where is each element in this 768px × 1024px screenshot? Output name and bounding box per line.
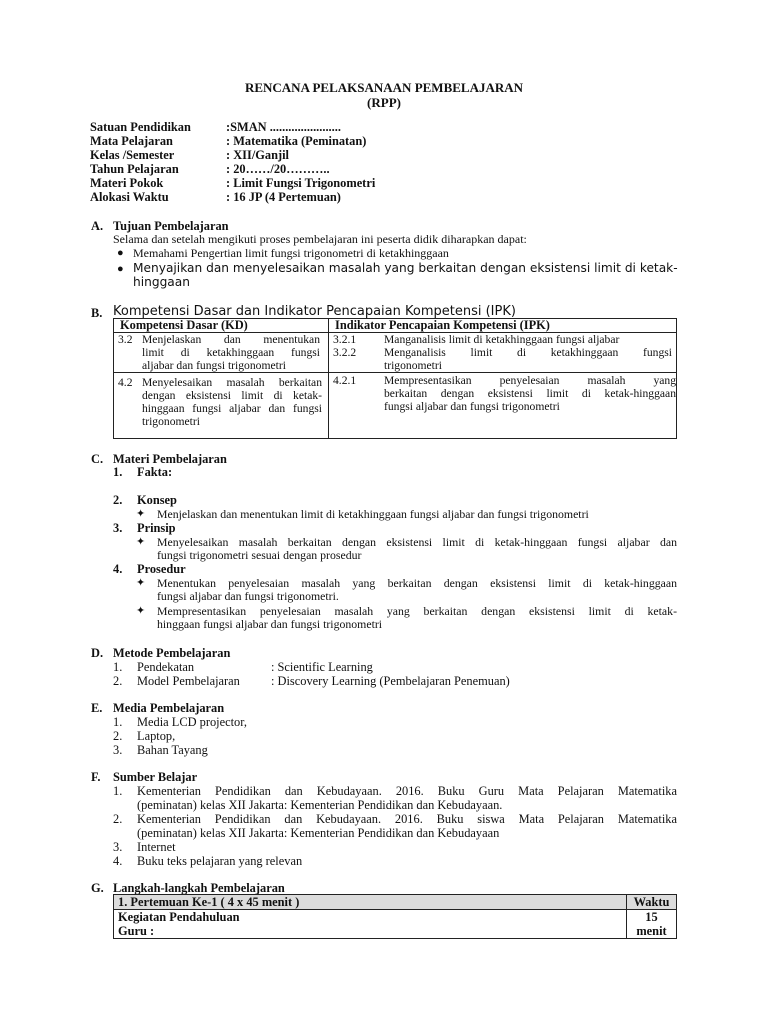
identity-label: Alokasi Waktu (90, 190, 169, 204)
ipk-text: berkaitan dengan eksistensi limit di ketak-hinggaan (384, 387, 676, 400)
activity-title: Kegiatan Pendahuluan (118, 910, 240, 924)
ipk-cell (329, 333, 677, 373)
identity-value: : Limit Fungsi Trigonometri (226, 176, 376, 190)
kd-text: Menjelaskan dan menentukan (142, 333, 320, 346)
source-item: Kementerian Pendidikan dan Kebudayaan. 2016. Buku Guru Mata Pelajaran Matematika (137, 784, 677, 798)
ipk-cell (329, 373, 677, 439)
objective-item: Memahami Pengertian limit fungsi trigonometri di ketakhinggaan (133, 246, 449, 260)
section-b-letter: B. (91, 306, 103, 320)
materi-title: Prosedur (137, 562, 186, 576)
materi-text: Menjelaskan dan menentukan limit di ketakhinggaan fungsi aljabar dan fungsi trigonometri (157, 507, 589, 521)
media-item: Bahan Tayang (137, 743, 208, 757)
kd-cell (114, 333, 329, 373)
method-label: Model Pembelajaran (137, 674, 240, 688)
identity-label: Kelas /Semester (90, 148, 175, 162)
ipk-number: 4.2.1 (333, 374, 357, 387)
source-number: 2. (113, 812, 123, 826)
bullet-icon: ● (117, 263, 124, 275)
time-cell (627, 910, 677, 939)
identity-value: : Matematika (Peminatan) (226, 134, 367, 148)
identity-value: : XII/Ganjil (226, 148, 289, 162)
identity-label: Materi Pokok (90, 176, 164, 190)
kd-text: hinggaan fungsi aljabar dan fungsi (142, 402, 322, 415)
section-c-title: Materi Pembelajaran (113, 452, 227, 466)
ipk-text: fungsi aljabar dan fungsi trigonometri (384, 400, 560, 413)
source-item: Kementerian Pendidikan dan Kebudayaan. 2016. Buku siswa Mata Pelajaran Matematika (137, 812, 677, 826)
kd-text: trigonometri (142, 415, 200, 428)
source-item: Buku teks pelajaran yang relevan (137, 854, 303, 868)
document-subtitle: (RPP) (367, 95, 401, 110)
ipk-text: Manganalisis limit di ketakhinggaan fungsi aljabar (384, 333, 620, 346)
activity-cell (114, 910, 627, 939)
objective-item-continued: hinggaan (133, 275, 190, 289)
identity-label: Mata Pelajaran (90, 134, 173, 148)
section-a-title: Tujuan Pembelajaran (113, 219, 229, 233)
section-a-intro: Selama dan setelah mengikuti proses pembelajaran ini peserta didik diharapkan dapat: (113, 232, 527, 246)
materi-title: Prinsip (137, 521, 176, 535)
media-number: 1. (113, 715, 123, 729)
section-d-title: Metode Pembelajaran (113, 646, 231, 660)
materi-number: 3. (113, 521, 123, 535)
section-d-letter: D. (91, 646, 104, 660)
materi-text: Mempresentasikan penyelesaian masalah yang berkaitan dengan eksistensi limit di ketak- (157, 604, 677, 618)
ipk-header: Indikator Pencapaian Kompetensi (IPK) (329, 319, 677, 333)
star-bullet-icon: ✦ (136, 508, 146, 520)
bullet-icon: ● (117, 247, 124, 259)
method-value: : Discovery Learning (Pembelajaran Penemuan) (271, 674, 510, 688)
kd-number: 4.2 (118, 376, 133, 389)
star-bullet-icon: ✦ (136, 605, 146, 617)
section-e-letter: E. (91, 701, 103, 715)
time-unit: menit (636, 924, 667, 938)
section-f-title: Sumber Belajar (113, 770, 198, 784)
objective-item: Menyajikan dan menyelesaikan masalah yang berkaitan dengan eksistensi limit di ketak- (133, 261, 678, 275)
media-item: Media LCD projector, (137, 715, 247, 729)
section-b-title: Kompetensi Dasar dan Indikator Pencapaian Kompetensi (IPK) (113, 304, 516, 319)
ipk-text: Menganalisis limit di ketakhinggaan fungsi (384, 346, 672, 359)
kd-number: 3.2 (118, 333, 133, 346)
source-number: 4. (113, 854, 123, 868)
ipk-number: 3.2.1 (333, 333, 357, 346)
identity-label: Satuan Pendidikan (90, 120, 191, 134)
kd-text: aljabar dan fungsi trigonometri (142, 359, 286, 372)
ipk-text: Mempresentasikan penyelesaian masalah yang (384, 374, 676, 387)
method-value: : Scientific Learning (271, 660, 373, 674)
kd-header: Kompetensi Dasar (KD) (114, 319, 329, 333)
source-number: 1. (113, 784, 123, 798)
identity-value: : 20……/20……….. (226, 162, 330, 176)
materi-number: 1. (113, 465, 123, 479)
identity-value: : 16 JP (4 Pertemuan) (226, 190, 341, 204)
materi-text: fungsi trigonometri sesuai dengan prosedur (157, 548, 362, 562)
section-g-letter: G. (91, 881, 104, 895)
source-item: (peminatan) kelas XII Jakarta: Kementerian Pendidikan dan Kebudayaan (137, 826, 500, 840)
media-number: 3. (113, 743, 123, 757)
method-number: 1. (113, 660, 123, 674)
section-c-letter: C. (91, 452, 104, 466)
document-title: RENCANA PELAKSANAAN PEMBELAJARAN (244, 80, 524, 95)
materi-title: Fakta: (137, 465, 173, 479)
ipk-number: 3.2.2 (333, 346, 357, 359)
meeting-header: 1. Pertemuan Ke-1 ( 4 x 45 menit ) (114, 895, 627, 910)
materi-text: fungsi aljabar dan fungsi trigonometri. (157, 589, 339, 603)
materi-text: hinggaan fungsi aljabar dan fungsi trigonometri (157, 617, 383, 631)
materi-title: Konsep (137, 493, 177, 507)
materi-text: Menentukan penyelesaian masalah yang berkaitan dengan eksistensi limit di ketak-hinggaan (157, 576, 677, 590)
kd-cell (114, 373, 329, 439)
section-f-letter: F. (91, 770, 101, 784)
kd-text: Menyelesaikan masalah berkaitan (142, 376, 322, 389)
media-item: Laptop, (137, 729, 176, 743)
section-e-title: Media Pembelajaran (113, 701, 225, 715)
star-bullet-icon: ✦ (136, 577, 146, 589)
section-a-letter: A. (91, 219, 104, 233)
star-bullet-icon: ✦ (136, 536, 146, 548)
kd-text: dengan eksistensi limit di ketak- (142, 389, 322, 402)
competency-table (113, 318, 677, 439)
ipk-text: trigonometri (384, 359, 442, 372)
identity-label: Tahun Pelajaran (90, 162, 179, 176)
time-header: Waktu (627, 895, 677, 910)
kd-text: limit di ketakhinggaan fungsi (142, 346, 320, 359)
activity-actor: Guru : (118, 924, 155, 938)
method-label: Pendekatan (137, 660, 195, 674)
method-number: 2. (113, 674, 123, 688)
media-number: 2. (113, 729, 123, 743)
section-g-title: Langkah-langkah Pembelajaran (113, 881, 285, 895)
source-number: 3. (113, 840, 123, 854)
materi-number: 2. (113, 493, 123, 507)
materi-text: Menyelesaikan masalah berkaitan dengan eksistensi limit di ketak-hinggaan fungsi aljabar dan (157, 535, 677, 549)
source-item: Internet (137, 840, 176, 854)
materi-number: 4. (113, 562, 123, 576)
identity-value: :SMAN ....................... (226, 120, 341, 134)
source-item: (peminatan) kelas XII Jakarta: Kementerian Pendidikan dan Kebudayaan. (137, 798, 503, 812)
lesson-steps-table (113, 894, 677, 939)
time-value: 15 (645, 910, 658, 924)
